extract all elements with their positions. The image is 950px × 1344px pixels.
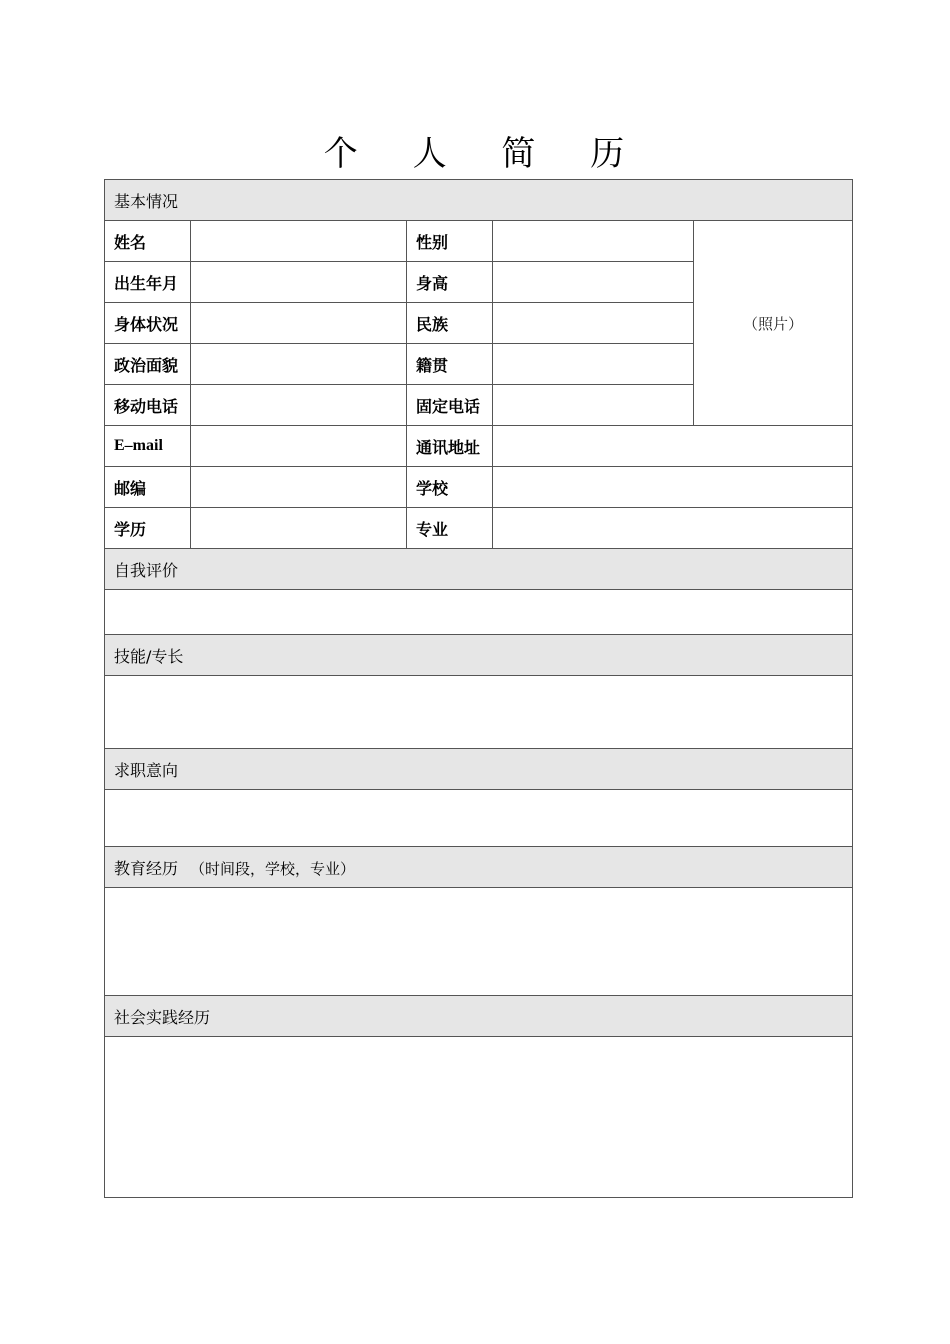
label-hometown: 籍贯 xyxy=(407,344,493,385)
intent-area[interactable] xyxy=(105,790,853,847)
education-area-row xyxy=(105,888,853,996)
self-eval-area[interactable] xyxy=(105,590,853,635)
label-school: 学校 xyxy=(407,467,493,508)
row-email xyxy=(105,426,853,467)
label-degree: 学历 xyxy=(105,508,191,549)
value-politics[interactable] xyxy=(191,344,407,385)
label-postcode: 邮编 xyxy=(105,467,191,508)
value-ethnicity[interactable] xyxy=(493,303,694,344)
section-practice-header: 社会实践经历 xyxy=(105,996,853,1037)
value-email[interactable] xyxy=(191,426,407,467)
label-ethnicity: 民族 xyxy=(407,303,493,344)
value-mobile[interactable] xyxy=(191,385,407,426)
self-eval-area-row xyxy=(105,590,853,635)
label-health: 身体状况 xyxy=(105,303,191,344)
practice-area-row xyxy=(105,1037,853,1198)
section-self-eval xyxy=(105,549,853,590)
row-postcode xyxy=(105,467,853,508)
value-address[interactable] xyxy=(493,426,853,467)
intent-area-row xyxy=(105,790,853,847)
section-education-title: 教育经历 xyxy=(114,858,179,878)
section-education xyxy=(105,847,853,888)
value-postcode[interactable] xyxy=(191,467,407,508)
label-landline: 固定电话 xyxy=(407,385,493,426)
section-basic xyxy=(105,180,853,221)
section-intent-header: 求职意向 xyxy=(105,749,853,790)
skills-area[interactable] xyxy=(105,676,853,749)
section-practice xyxy=(105,996,853,1037)
section-intent xyxy=(105,749,853,790)
resume-table xyxy=(104,179,853,1198)
label-major: 专业 xyxy=(407,508,493,549)
skills-area-row xyxy=(105,676,853,749)
value-gender[interactable] xyxy=(493,221,694,262)
section-self-eval-header: 自我评价 xyxy=(105,549,853,590)
value-hometown[interactable] xyxy=(493,344,694,385)
page-title: 个 人 简 历 xyxy=(323,134,647,174)
label-height: 身高 xyxy=(407,262,493,303)
value-height[interactable] xyxy=(493,262,694,303)
section-basic-header: 基本情况 xyxy=(105,180,853,221)
practice-area[interactable] xyxy=(105,1037,853,1198)
value-major[interactable] xyxy=(493,508,853,549)
label-gender: 性别 xyxy=(407,221,493,262)
label-birth: 出生年月 xyxy=(105,262,191,303)
label-address: 通讯地址 xyxy=(407,426,493,467)
value-birth[interactable] xyxy=(191,262,407,303)
education-area[interactable] xyxy=(105,888,853,996)
value-school[interactable] xyxy=(493,467,853,508)
label-email: E–mail xyxy=(105,426,191,467)
label-name: 姓名 xyxy=(105,221,191,262)
section-education-header xyxy=(105,847,853,888)
section-education-hint: （时间段，学校，专业） xyxy=(190,859,356,878)
value-degree[interactable] xyxy=(191,508,407,549)
value-landline[interactable] xyxy=(493,385,694,426)
photo-placeholder[interactable]: （照片） xyxy=(694,221,853,426)
label-politics: 政治面貌 xyxy=(105,344,191,385)
value-health[interactable] xyxy=(191,303,407,344)
value-name[interactable] xyxy=(191,221,407,262)
section-skills-header: 技能/专长 xyxy=(105,635,853,676)
row-name xyxy=(105,221,853,262)
label-mobile: 移动电话 xyxy=(105,385,191,426)
row-degree xyxy=(105,508,853,549)
section-skills xyxy=(105,635,853,676)
